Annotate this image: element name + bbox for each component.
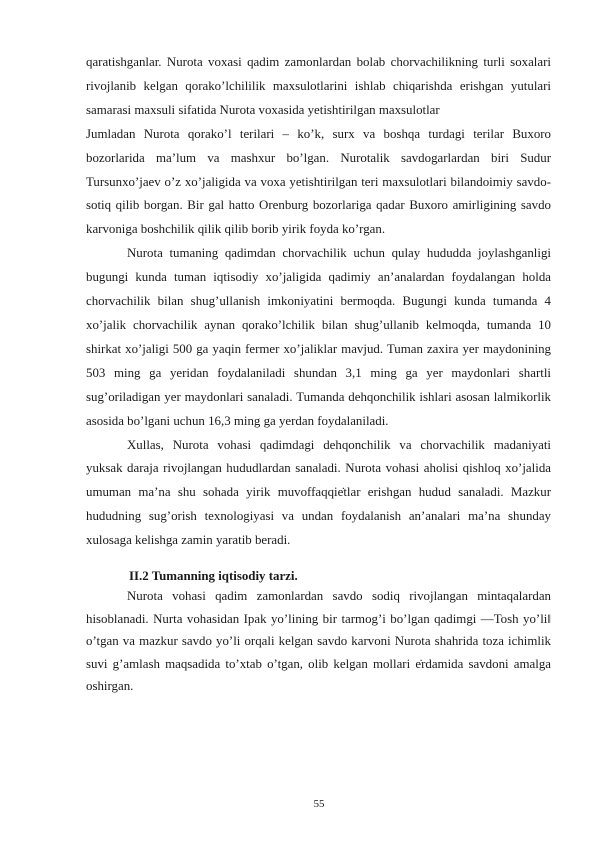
section-paragraph: Nurota vohasi qadim zamonlardan savdo sodiq rivojlangan mintaqalardan hisoblanadi. Nurta vohasidan Ipak yo’lining bir tarmog’i bo’lgan qadimgi ―Tosh yo’li‖ o’tgan va mazkur savdo yo’li orqali kelgan savdo karvoni Nurota shahrida toza ichimlik suvi g’amlash maqsadida to’xtab o’tgan, olib kelgan mollari е̇rdamida savdoni amalga oshirgan.	[86, 589, 551, 694]
paragraph-4: Xullas, Nurota vohasi qadimdagi dehqonchilik va chorvachilik madaniyati yuksak daraja rivojlangan hududlardan sanaladi. Nurota vohasi aholisi qishloq xo’jalida umuman ma’na shu sohada yirik muvoffaqqiе̇tlar erishgan hudud sanaladi. Mazkur hududning sug’orish texnologiyasi va undan foydalanish an’analari ma’na shunday xulosaga kelishga zamin yaratib beradi.	[86, 437, 551, 548]
paragraph-3: Nurota tumaning qadimdan chorvachilik uchun qulay hududda joylashganligi bugungi kunda tuman iqtisodiy xo’jaligida qadimiy an’analardan foydalangan holda chorvachilik bilan shug’ullanish imkoniyatini bermoqda. Bugungi kunda tumanda 4 xo’jalik chorvachilik aynan qorako’lchilik bilan shug’ullanib kelmoqda, tumanda 10 shirkat xo’jaligi 500 ga yaqin fermer xo’jaliklar mavjud. Tuman zaxira yer maydonining 503 ming ga yeridan foydalaniladi shundan 3,1 ming ga yer maydonlari shartli sug’oriladigan yer maydonlari sanaladi. Tumanda dehqonchilik ishlari asosan lalmikorlik asosida bo’lgani uchun 16,3 ming ga yerdan foydalaniladi.	[86, 246, 551, 428]
section-heading: II.2 Tumanning iqtisodiy tarzi.	[129, 569, 298, 584]
document-body	[86, 51, 551, 698]
paragraph-2: Jumladan Nurota qorako’l terilari – ko’k, surx va boshqa turdagi terilar Buxoro bozorlarida ma’lum va mashxur bo’lgan. Nurotalik savdogarlardan biri Sudur Tursunxo’jaev o’z xo’jaligida va voxa yetishtirilgan teri maxsulotlari bilandoimiy savdo-sotiq qilib borgan. Bir gal hatto Orenburg bozorlariga qadar Buxoro amirligining savdo karvoniga boshchilik qilik qilib borib yirik foyda ko’rgan.	[86, 126, 551, 237]
paragraph-1: qaratishganlar. Nurota voxasi qadim zamonlardan bolab chorvachilikning turli soxalari rivojlanib kelgan qorako’lchililik maxsulotlarini ishlab chiqarishda erishgan yutulari samarasi maxsuli sifatida Nurota voxasida yetishtirilgan maxsulotlar	[86, 55, 551, 117]
page-number: 55	[313, 798, 325, 810]
